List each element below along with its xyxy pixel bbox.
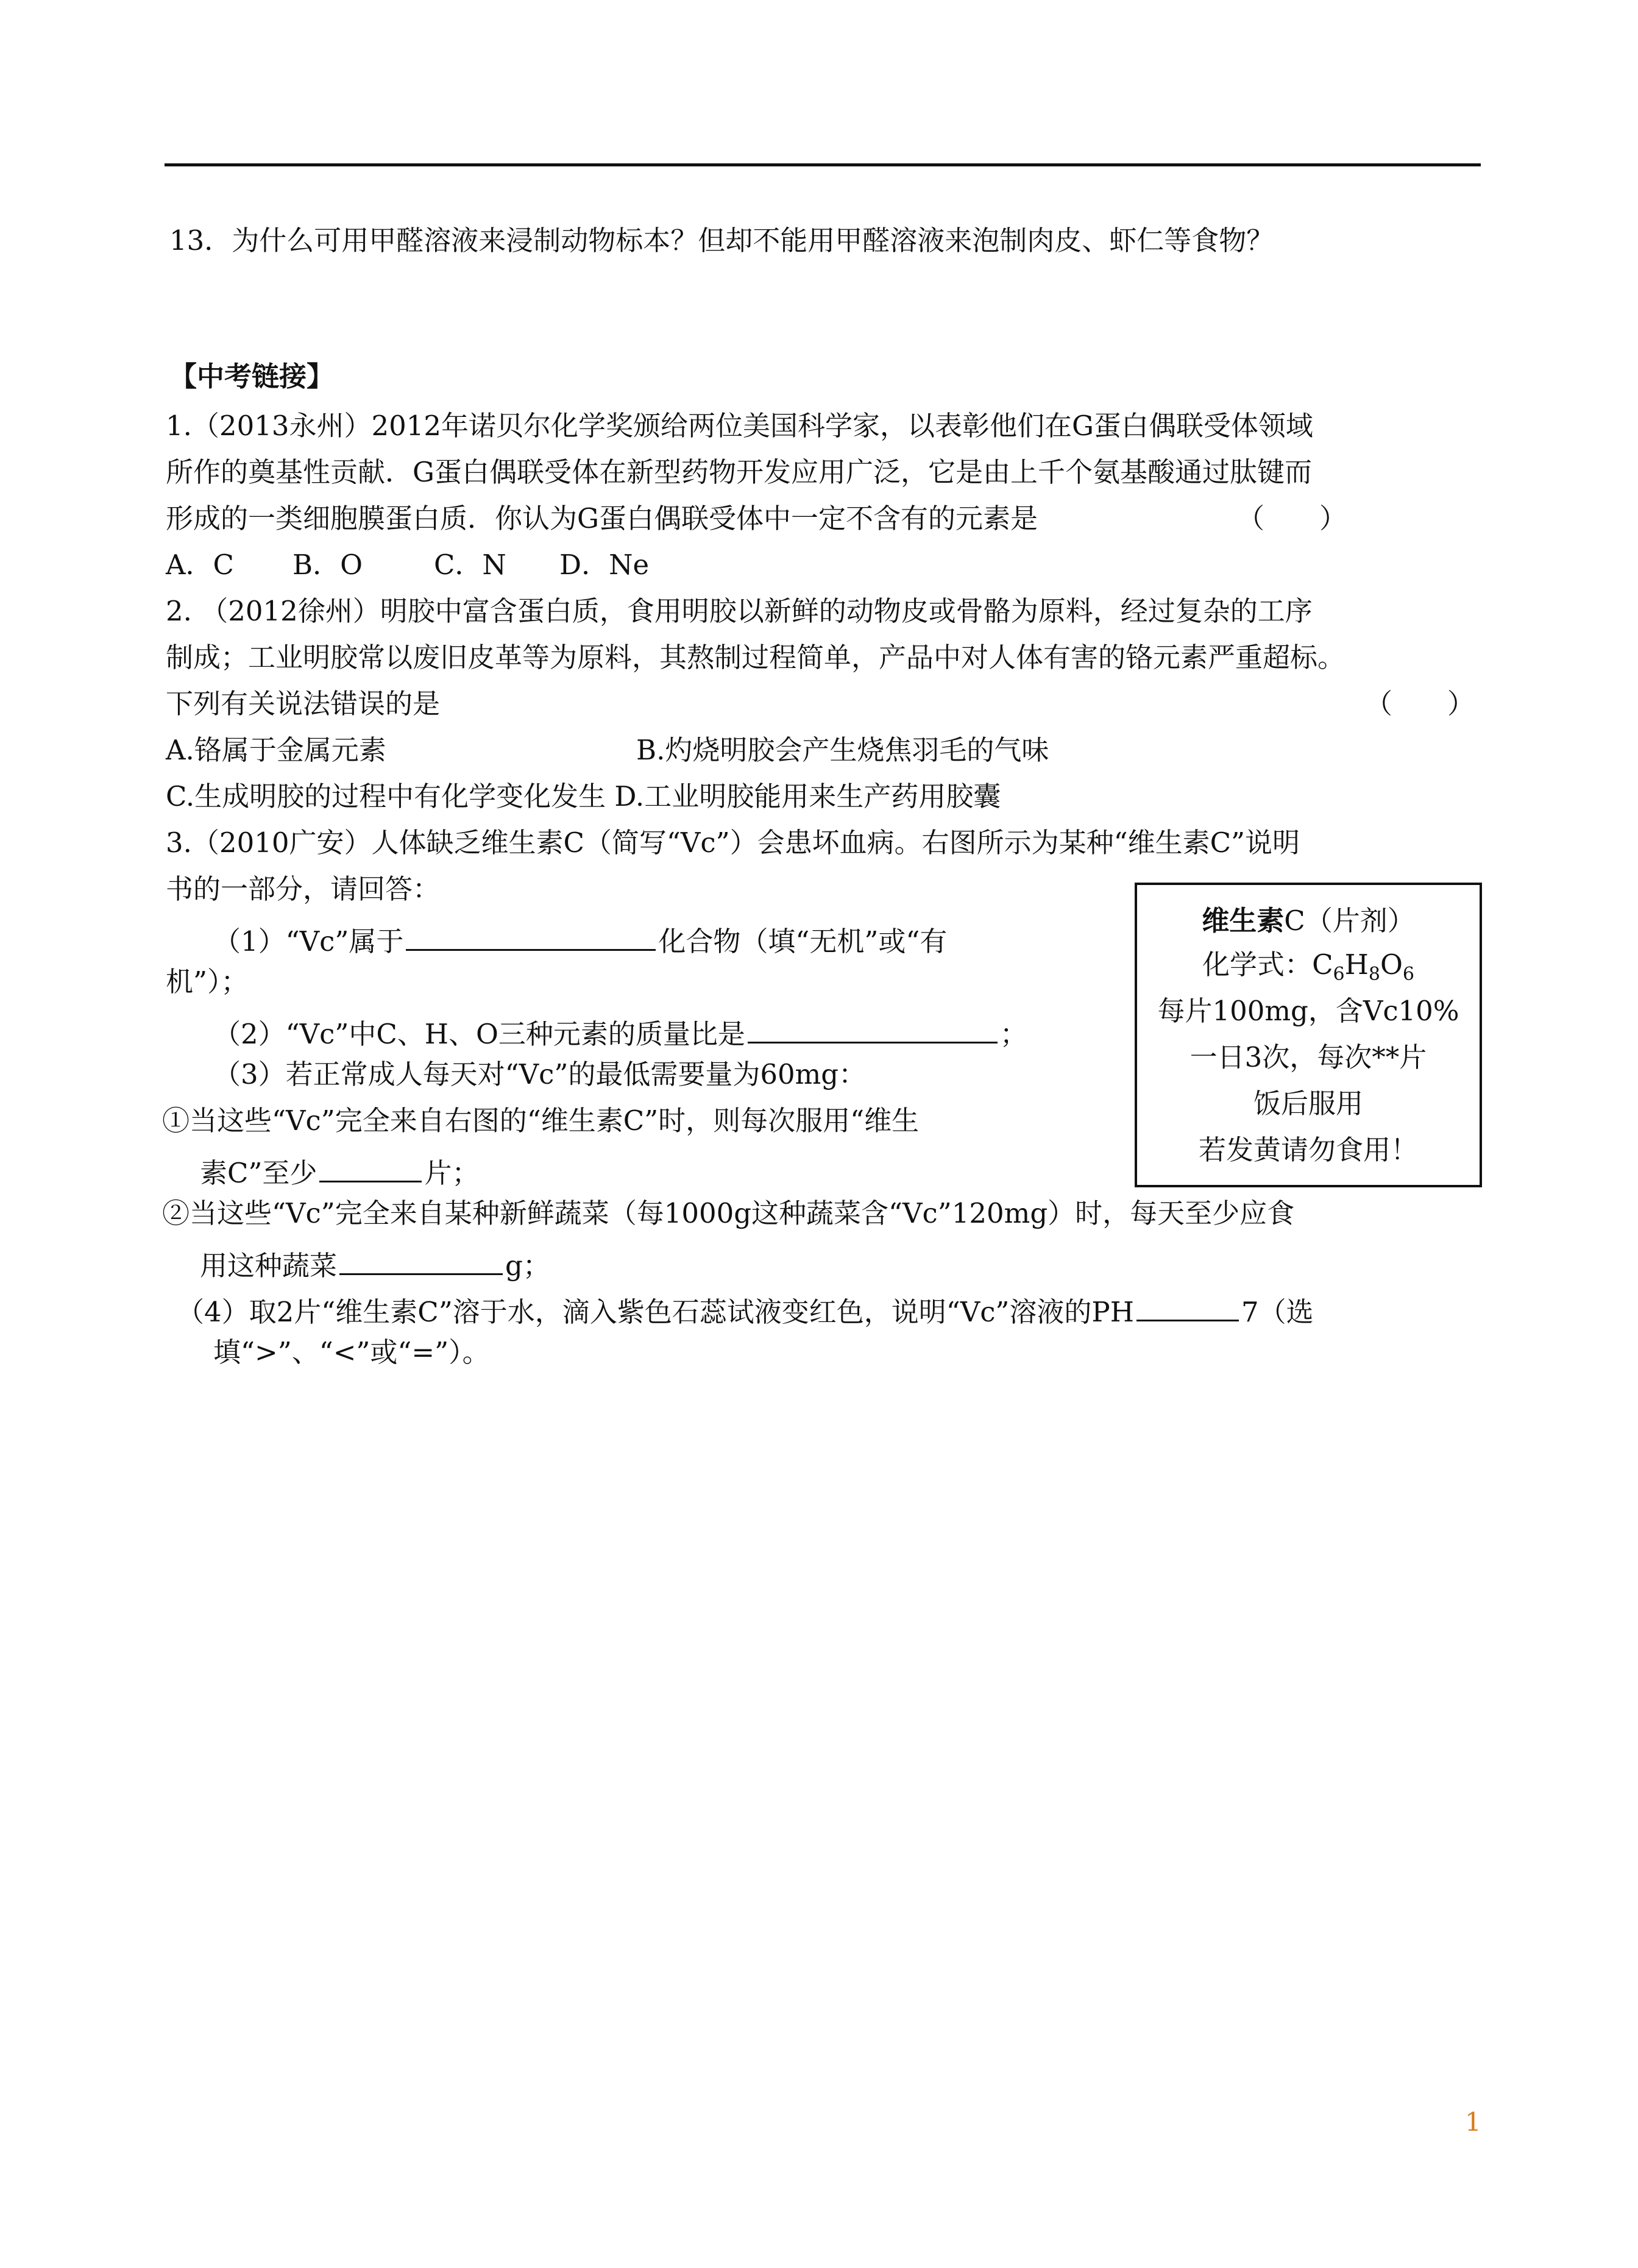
q1-option-d: D．Ne [559,549,650,581]
q3-circle2-line2 [200,1246,550,1282]
q3-sub4-prefix: （4）取2片“维生素C”溶于水，滴入紫色石蕊试液变红色，说明“Vc”溶液的PH [177,1296,1134,1328]
q1-line2: 所作的奠基性贡献．G蛋白偶联受体在新型药物开发应用广泛，它是由上千个氨基酸通过肽键而 [166,456,1312,488]
q1-line1: 1.（2013永州）2012年诺贝尔化学奖颁给两位美国科学家，以表彰他们在G蛋白偶联受体领域 [166,410,1313,442]
q2-option-a: A.铬属于金属元素 [166,734,386,766]
q3-sub1 [213,922,948,958]
q3-sub4-blank[interactable] [1136,1292,1239,1321]
q3-sub4-line2: 填“>”、“<”或“=”）。 [213,1336,490,1368]
q3-sub1-cont: 机”）； [166,965,249,998]
q3-sub4-line1 [177,1292,1314,1326]
q3-circle2-suffix: g； [505,1250,550,1282]
q3-circle2-prefix: 用这种蔬菜 [200,1250,338,1282]
q3-circle2-line1: ②当这些“Vc”完全来自某种新鲜蔬菜（每1000g这种蔬菜含“Vc”120mg）时，每天至少应食 [162,1197,1295,1229]
q3-sub2-suffix: ； [999,1018,1027,1050]
q3-sub1-blank[interactable] [406,922,656,951]
q3-sub4-suffix: 7（选 [1241,1296,1314,1328]
q2-line2: 制成；工业明胶常以废旧皮革等为原料，其熬制过程简单，产品中对人体有害的铬元素严重超标。 [166,641,1346,674]
formula-sub-o: 6 [1402,964,1414,985]
q3-sub1-suffix: 化合物（填“无机”或“有 [658,925,948,958]
infobox-warning: 若发黄请勿食用！ [1198,1134,1418,1166]
infobox-title-rest: C（片剂） [1284,905,1415,937]
q1-option-b: B．O [292,549,363,581]
section-heading: 【中考链接】 [169,360,335,393]
infobox-formula [1137,948,1480,985]
q3-circle1-suffix: 片； [424,1157,480,1189]
formula-element-o: O [1380,948,1403,981]
question-13: 13．为什么可用甲醛溶液来浸制动物标本？但却不能用甲醛溶液来泡制肉皮、虾仁等食物？ [169,224,1274,257]
formula-sub-h: 8 [1368,964,1380,985]
q3-sub1-prefix: （1）“Vc”属于 [213,925,404,958]
infobox-title-bold: 维生素 [1202,905,1285,937]
formula-sub-c: 6 [1333,964,1345,985]
vitamin-c-label-box [1135,883,1482,1187]
infobox-frequency: 一日3次，每次**片 [1190,1041,1427,1073]
q3-circle1-blank[interactable] [319,1153,422,1182]
q3-line2: 书的一部分，请回答： [166,873,441,905]
q2-line1: 2. （2012徐州）明胶中富含蛋白质，食用明胶以新鲜的动物皮或骨骼为原料，经过复杂的工序 [166,595,1313,627]
q3-sub3: （3）若正常成人每天对“Vc”的最低需要量为60mg： [213,1058,867,1090]
infobox-after-meal: 饭后服用 [1253,1087,1363,1120]
q3-sub2-blank[interactable] [748,1014,998,1043]
formula-element-c: C [1312,948,1333,981]
q1-option-c: C．N [434,549,506,581]
infobox-formula-label: 化学式： [1202,948,1313,981]
q1-option-a: A．C [166,549,234,581]
q2-option-b: B.灼烧明胶会产生烧焦羽毛的气味 [636,734,1049,766]
header-rule [165,163,1481,166]
infobox-title [1137,905,1480,937]
q1-line3: 形成的一类细胞膜蛋白质．你认为G蛋白偶联受体中一定不含有的元素是 [166,502,1038,535]
page-number: 1 [1465,2107,1481,2137]
q3-circle1-line2 [200,1153,479,1187]
q3-sub2-prefix: （2）“Vc”中C、H、O三种元素的质量比是 [213,1018,745,1050]
q3-circle1-line1: ①当这些“Vc”完全来自右图的“维生素C”时，则每次服用“维生 [162,1104,920,1137]
q3-circle2-blank[interactable] [339,1246,503,1275]
q3-sub2 [213,1014,1027,1048]
q3-circle1-prefix: 素C”至少 [200,1157,317,1189]
infobox-dose: 每片100mg，含Vc10% [1157,995,1459,1027]
q2-option-cd: C.生成明胶的过程中有化学变化发生 D.工业明胶能用来生产药用胶囊 [166,780,1001,812]
q1-answer-bracket: （ ） [1237,502,1347,535]
q2-answer-bracket: （ ） [1365,688,1475,720]
q2-line3: 下列有关说法错误的是 [166,688,441,720]
formula-element-h: H [1344,948,1369,981]
q3-line1: 3.（2010广安）人体缺乏维生素C（简写“Vc”）会患坏血病。右图所示为某种“维生素C”说明 [166,827,1300,859]
